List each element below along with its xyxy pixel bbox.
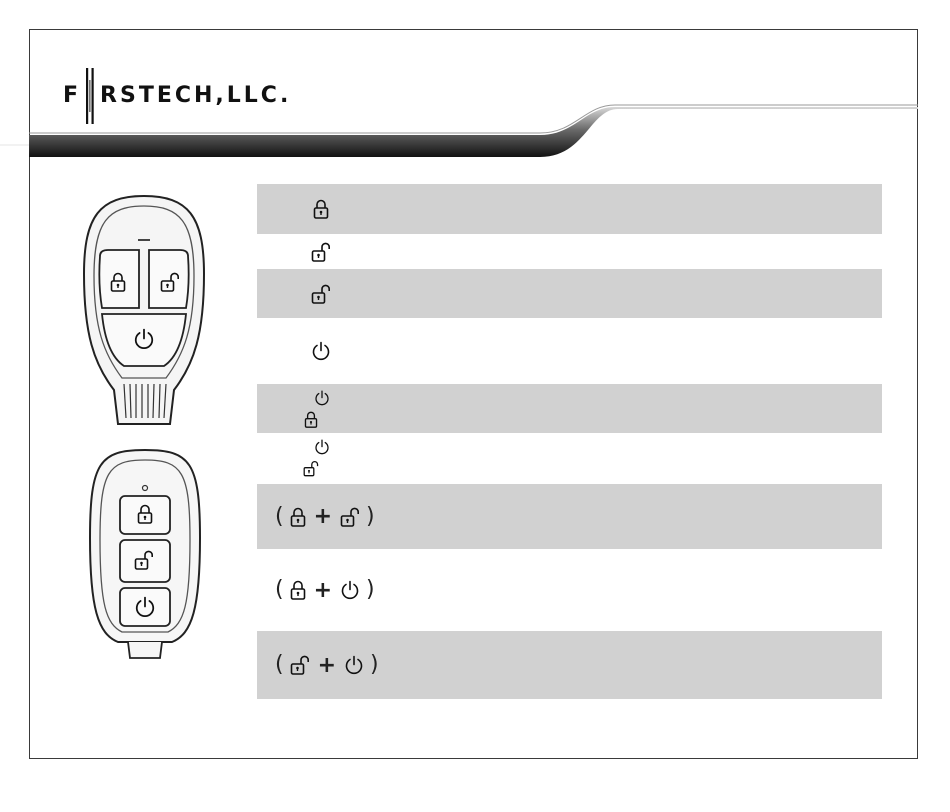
button-combination — [275, 504, 375, 529]
table-row — [257, 234, 882, 269]
power-icon — [311, 341, 331, 361]
row-icon-cell — [257, 484, 407, 549]
table-row — [257, 269, 882, 318]
table-row — [257, 433, 882, 484]
row-icon-cell — [257, 184, 407, 234]
brand-suffix: RSTECH,LLC. — [100, 83, 292, 108]
power-icon — [314, 390, 330, 406]
close-paren: ) — [370, 652, 379, 677]
brand-logo — [63, 66, 291, 126]
remote-four-button-image — [78, 194, 210, 430]
lock-icon — [313, 199, 329, 219]
close-paren: ) — [366, 577, 375, 602]
row-icon-cell — [257, 384, 407, 433]
row-icon-cell — [257, 269, 407, 318]
close-paren: ) — [366, 503, 375, 529]
table-row — [257, 184, 882, 234]
table-row — [257, 549, 882, 631]
plus-sign: + — [313, 504, 333, 529]
remote-three-button-image — [80, 448, 210, 664]
sequence-icons — [257, 433, 337, 484]
table-row — [257, 384, 882, 433]
function-table — [257, 184, 882, 699]
plus-sign: + — [317, 652, 337, 678]
button-combination — [275, 578, 375, 603]
row-icon-cell — [257, 318, 407, 384]
unlock-icon — [311, 242, 331, 262]
sequence-icons — [257, 384, 337, 433]
plus-sign: + — [313, 577, 333, 603]
table-row — [257, 318, 882, 384]
lock-icon — [290, 580, 306, 600]
power-icon — [344, 655, 364, 675]
open-paren: ( — [275, 577, 284, 602]
open-paren: ( — [275, 503, 284, 529]
row-icon-cell — [257, 234, 407, 269]
brand-prefix: F — [63, 83, 82, 108]
unlock-icon — [311, 284, 331, 304]
unlock-icon — [340, 507, 360, 527]
row-icon-cell — [257, 433, 407, 484]
logo-bar-icon — [83, 66, 97, 126]
unlock-icon — [290, 655, 310, 675]
table-row — [257, 484, 882, 549]
row-icon-cell — [257, 549, 407, 631]
lock-icon — [290, 507, 306, 527]
unlock-icon — [303, 460, 319, 477]
open-paren: ( — [275, 652, 284, 677]
power-icon — [340, 580, 360, 600]
row-icon-cell — [257, 631, 407, 699]
power-icon — [314, 439, 330, 455]
button-combination — [275, 653, 379, 678]
table-row — [257, 631, 882, 699]
lock-icon — [303, 411, 319, 428]
